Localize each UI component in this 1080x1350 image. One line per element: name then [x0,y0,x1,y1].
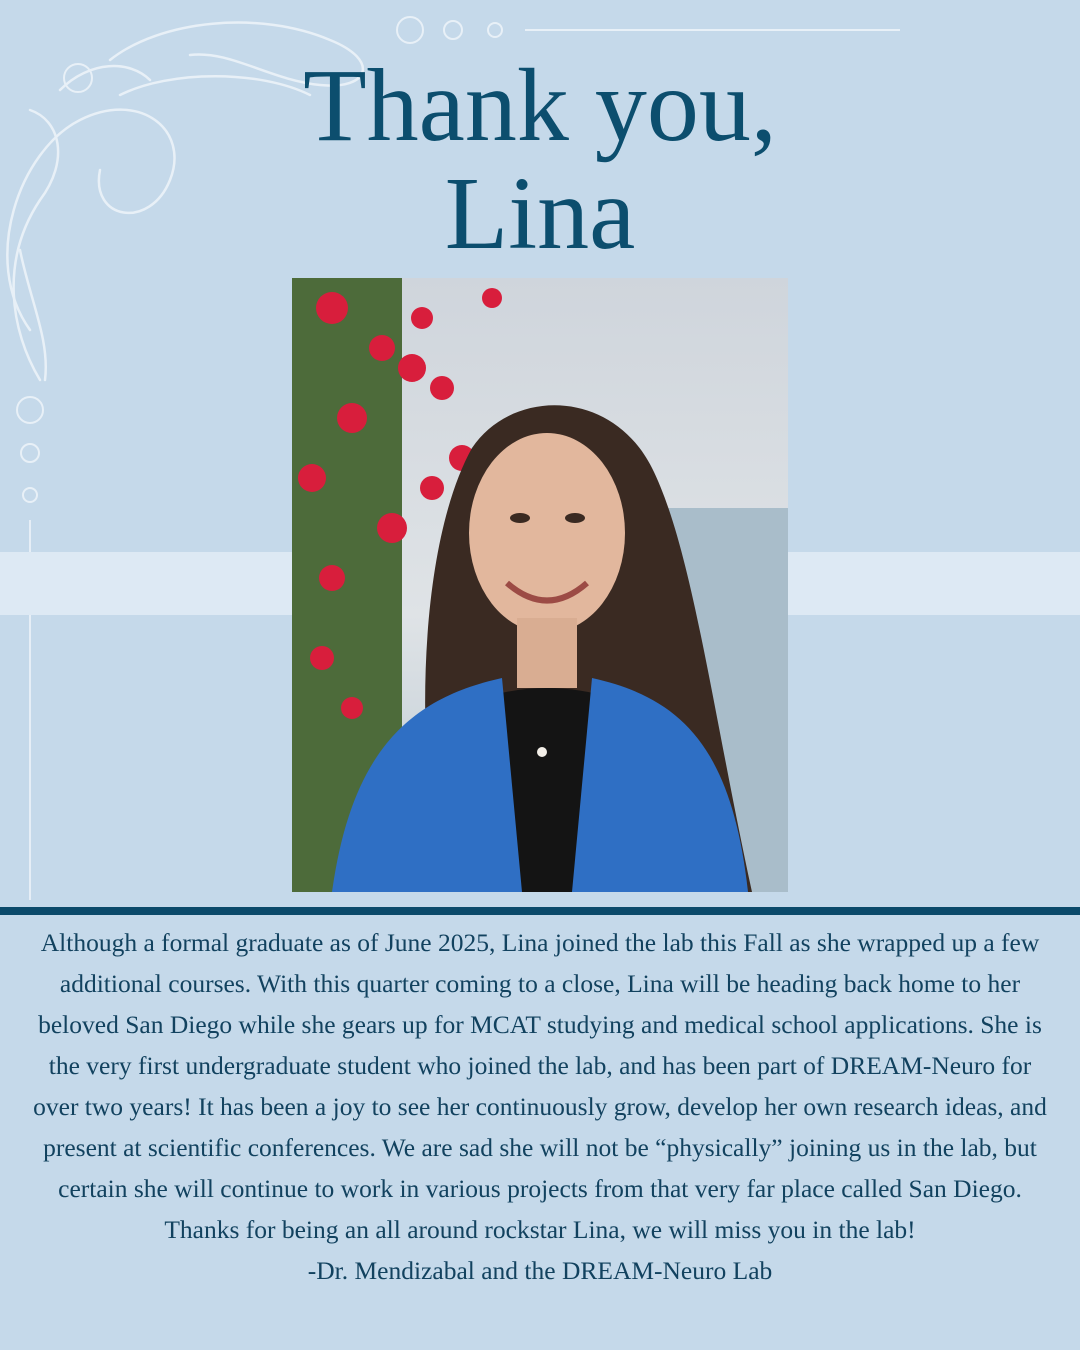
message-signature: -Dr. Mendizabal and the DREAM-Neuro Lab [307,1256,773,1285]
portrait-photo [292,278,788,892]
page-title [0,48,1080,271]
message-paragraph: Although a formal graduate as of June 2025, Lina joined the lab this Fall as she wrapped up a few additional courses. With this quarter coming to a close, Lina will be heading back home to her beloved San Diego while she gears up for MCAT studying and medical school applications. She is the very first undergraduate student who joined the lab, and has been part of DREAM-Neuro for over two years! It has been a joy to see her continuously grow, develop her own research ideas, and present at scientific conferences. We are sad she will not be “physically” joining us in the lab, but certain she will continue to work in various projects from that very far place called San Diego. [33,928,1047,1203]
tribute-message [30,922,1050,1291]
message-closing: Thanks for being an all around rockstar Lina, we will miss you in the lab! [164,1215,916,1244]
title-line-2: Lina [444,156,636,271]
top-rule-line [525,29,900,31]
title-line-1: Thank you, [303,48,777,163]
section-divider [0,907,1080,915]
